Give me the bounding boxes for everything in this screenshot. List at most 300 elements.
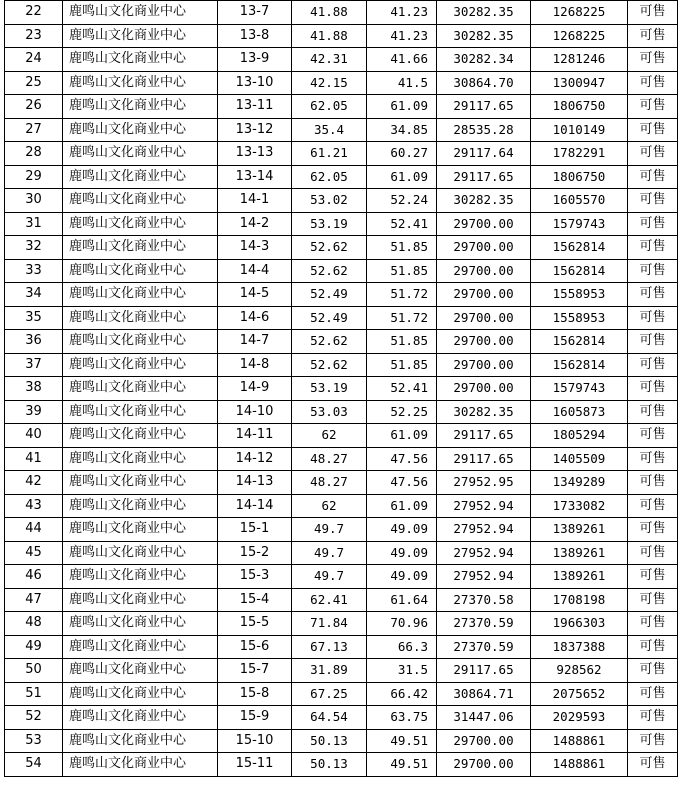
row-number-cell: 27 xyxy=(5,118,63,142)
total-price-cell: 1281246 xyxy=(531,48,628,72)
project-name-cell: 鹿鸣山文化商业中心 xyxy=(63,612,218,636)
project-name-cell: 鹿鸣山文化商业中心 xyxy=(63,165,218,189)
total-price-cell: 1837388 xyxy=(531,635,628,659)
building-area-cell: 50.13 xyxy=(292,753,367,777)
unit-number-cell: 14-13 xyxy=(218,471,292,495)
unit-price-cell: 29700.00 xyxy=(437,377,531,401)
inner-area-cell: 52.25 xyxy=(367,400,437,424)
table-row xyxy=(5,635,678,659)
status-cell: 可售 xyxy=(628,283,678,307)
row-number-cell: 54 xyxy=(5,753,63,777)
total-price-cell: 1782291 xyxy=(531,142,628,166)
total-price-cell: 1558953 xyxy=(531,306,628,330)
unit-price-cell: 27370.58 xyxy=(437,588,531,612)
inner-area-cell: 41.66 xyxy=(367,48,437,72)
project-name-cell: 鹿鸣山文化商业中心 xyxy=(63,447,218,471)
row-number-cell: 29 xyxy=(5,165,63,189)
total-price-cell: 1562814 xyxy=(531,353,628,377)
unit-price-cell: 29700.00 xyxy=(437,259,531,283)
project-name-cell: 鹿鸣山文化商业中心 xyxy=(63,95,218,119)
inner-area-cell: 41.5 xyxy=(367,71,437,95)
project-name-cell: 鹿鸣山文化商业中心 xyxy=(63,659,218,683)
building-area-cell: 64.54 xyxy=(292,706,367,730)
total-price-cell: 1708198 xyxy=(531,588,628,612)
status-cell: 可售 xyxy=(628,165,678,189)
status-cell: 可售 xyxy=(628,753,678,777)
table-row xyxy=(5,706,678,730)
project-name-cell: 鹿鸣山文化商业中心 xyxy=(63,259,218,283)
total-price-cell: 1562814 xyxy=(531,259,628,283)
project-name-cell: 鹿鸣山文化商业中心 xyxy=(63,189,218,213)
project-name-cell: 鹿鸣山文化商业中心 xyxy=(63,541,218,565)
unit-price-cell: 27370.59 xyxy=(437,635,531,659)
unit-number-cell: 15-5 xyxy=(218,612,292,636)
status-cell: 可售 xyxy=(628,353,678,377)
table-row xyxy=(5,565,678,589)
status-cell: 可售 xyxy=(628,729,678,753)
row-number-cell: 49 xyxy=(5,635,63,659)
inner-area-cell: 61.09 xyxy=(367,165,437,189)
building-area-cell: 42.31 xyxy=(292,48,367,72)
unit-number-cell: 14-14 xyxy=(218,494,292,518)
unit-price-cell: 27952.94 xyxy=(437,518,531,542)
table-row xyxy=(5,541,678,565)
inner-area-cell: 49.09 xyxy=(367,541,437,565)
status-cell: 可售 xyxy=(628,682,678,706)
building-area-cell: 52.62 xyxy=(292,330,367,354)
project-name-cell: 鹿鸣山文化商业中心 xyxy=(63,753,218,777)
project-name-cell: 鹿鸣山文化商业中心 xyxy=(63,236,218,260)
building-area-cell: 61.21 xyxy=(292,142,367,166)
status-cell: 可售 xyxy=(628,635,678,659)
building-area-cell: 41.88 xyxy=(292,24,367,48)
total-price-cell: 1300947 xyxy=(531,71,628,95)
table-row xyxy=(5,424,678,448)
row-number-cell: 28 xyxy=(5,142,63,166)
project-name-cell: 鹿鸣山文化商业中心 xyxy=(63,682,218,706)
table-row xyxy=(5,24,678,48)
unit-number-cell: 14-2 xyxy=(218,212,292,236)
row-number-cell: 33 xyxy=(5,259,63,283)
inner-area-cell: 41.23 xyxy=(367,24,437,48)
project-name-cell: 鹿鸣山文化商业中心 xyxy=(63,24,218,48)
unit-price-cell: 28535.28 xyxy=(437,118,531,142)
building-area-cell: 42.15 xyxy=(292,71,367,95)
table-row xyxy=(5,95,678,119)
inner-area-cell: 41.23 xyxy=(367,1,437,25)
table-body xyxy=(5,1,678,777)
project-name-cell: 鹿鸣山文化商业中心 xyxy=(63,729,218,753)
inner-area-cell: 51.72 xyxy=(367,283,437,307)
table-row xyxy=(5,729,678,753)
status-cell: 可售 xyxy=(628,95,678,119)
unit-number-cell: 14-8 xyxy=(218,353,292,377)
building-area-cell: 52.62 xyxy=(292,353,367,377)
project-name-cell: 鹿鸣山文化商业中心 xyxy=(63,635,218,659)
unit-price-cell: 29117.65 xyxy=(437,165,531,189)
total-price-cell: 1558953 xyxy=(531,283,628,307)
unit-number-cell: 13-8 xyxy=(218,24,292,48)
row-number-cell: 25 xyxy=(5,71,63,95)
unit-price-cell: 29700.00 xyxy=(437,283,531,307)
inner-area-cell: 70.96 xyxy=(367,612,437,636)
table-row xyxy=(5,659,678,683)
unit-number-cell: 15-8 xyxy=(218,682,292,706)
row-number-cell: 48 xyxy=(5,612,63,636)
total-price-cell: 1488861 xyxy=(531,729,628,753)
table-row xyxy=(5,588,678,612)
building-area-cell: 62.05 xyxy=(292,165,367,189)
table-row xyxy=(5,1,678,25)
project-name-cell: 鹿鸣山文化商业中心 xyxy=(63,1,218,25)
unit-price-cell: 27952.94 xyxy=(437,494,531,518)
table-row xyxy=(5,471,678,495)
page-edge xyxy=(0,783,681,787)
row-number-cell: 52 xyxy=(5,706,63,730)
unit-number-cell: 13-13 xyxy=(218,142,292,166)
project-name-cell: 鹿鸣山文化商业中心 xyxy=(63,471,218,495)
table-row xyxy=(5,518,678,542)
unit-number-cell: 15-4 xyxy=(218,588,292,612)
unit-price-cell: 29700.00 xyxy=(437,753,531,777)
total-price-cell: 1268225 xyxy=(531,1,628,25)
table-row xyxy=(5,353,678,377)
inner-area-cell: 66.3 xyxy=(367,635,437,659)
status-cell: 可售 xyxy=(628,541,678,565)
inner-area-cell: 61.64 xyxy=(367,588,437,612)
building-area-cell: 71.84 xyxy=(292,612,367,636)
inner-area-cell: 51.85 xyxy=(367,353,437,377)
table-row xyxy=(5,118,678,142)
unit-price-cell: 30864.70 xyxy=(437,71,531,95)
status-cell: 可售 xyxy=(628,377,678,401)
unit-price-cell: 27952.95 xyxy=(437,471,531,495)
table-row xyxy=(5,400,678,424)
status-cell: 可售 xyxy=(628,118,678,142)
building-area-cell: 49.7 xyxy=(292,518,367,542)
status-cell: 可售 xyxy=(628,424,678,448)
total-price-cell: 1806750 xyxy=(531,95,628,119)
building-area-cell: 41.88 xyxy=(292,1,367,25)
unit-price-cell: 30282.35 xyxy=(437,1,531,25)
table-row xyxy=(5,494,678,518)
project-name-cell: 鹿鸣山文化商业中心 xyxy=(63,353,218,377)
status-cell: 可售 xyxy=(628,659,678,683)
row-number-cell: 31 xyxy=(5,212,63,236)
building-area-cell: 50.13 xyxy=(292,729,367,753)
unit-price-cell: 27952.94 xyxy=(437,541,531,565)
status-cell: 可售 xyxy=(628,588,678,612)
unit-price-cell: 29117.65 xyxy=(437,659,531,683)
total-price-cell: 1605570 xyxy=(531,189,628,213)
building-area-cell: 62 xyxy=(292,494,367,518)
total-price-cell: 1488861 xyxy=(531,753,628,777)
status-cell: 可售 xyxy=(628,259,678,283)
table-row xyxy=(5,330,678,354)
table-row xyxy=(5,71,678,95)
row-number-cell: 39 xyxy=(5,400,63,424)
inner-area-cell: 49.51 xyxy=(367,753,437,777)
inner-area-cell: 51.85 xyxy=(367,330,437,354)
unit-number-cell: 13-10 xyxy=(218,71,292,95)
table-row xyxy=(5,283,678,307)
row-number-cell: 47 xyxy=(5,588,63,612)
building-area-cell: 52.62 xyxy=(292,259,367,283)
inner-area-cell: 47.56 xyxy=(367,471,437,495)
inner-area-cell: 31.5 xyxy=(367,659,437,683)
status-cell: 可售 xyxy=(628,1,678,25)
inner-area-cell: 47.56 xyxy=(367,447,437,471)
inner-area-cell: 51.85 xyxy=(367,236,437,260)
project-name-cell: 鹿鸣山文化商业中心 xyxy=(63,494,218,518)
project-name-cell: 鹿鸣山文化商业中心 xyxy=(63,142,218,166)
total-price-cell: 1389261 xyxy=(531,541,628,565)
unit-number-cell: 15-2 xyxy=(218,541,292,565)
status-cell: 可售 xyxy=(628,24,678,48)
row-number-cell: 24 xyxy=(5,48,63,72)
project-name-cell: 鹿鸣山文化商业中心 xyxy=(63,518,218,542)
status-cell: 可售 xyxy=(628,142,678,166)
total-price-cell: 1349289 xyxy=(531,471,628,495)
total-price-cell: 1562814 xyxy=(531,330,628,354)
unit-price-cell: 27370.59 xyxy=(437,612,531,636)
row-number-cell: 42 xyxy=(5,471,63,495)
table-row xyxy=(5,259,678,283)
project-name-cell: 鹿鸣山文化商业中心 xyxy=(63,377,218,401)
table-row xyxy=(5,142,678,166)
status-cell: 可售 xyxy=(628,612,678,636)
row-number-cell: 37 xyxy=(5,353,63,377)
status-cell: 可售 xyxy=(628,212,678,236)
inner-area-cell: 49.09 xyxy=(367,518,437,542)
building-area-cell: 67.25 xyxy=(292,682,367,706)
project-name-cell: 鹿鸣山文化商业中心 xyxy=(63,71,218,95)
building-area-cell: 52.62 xyxy=(292,236,367,260)
unit-number-cell: 13-9 xyxy=(218,48,292,72)
inner-area-cell: 51.72 xyxy=(367,306,437,330)
total-price-cell: 1805294 xyxy=(531,424,628,448)
total-price-cell: 2029593 xyxy=(531,706,628,730)
unit-price-cell: 29700.00 xyxy=(437,729,531,753)
unit-price-cell: 31447.06 xyxy=(437,706,531,730)
row-number-cell: 41 xyxy=(5,447,63,471)
status-cell: 可售 xyxy=(628,494,678,518)
row-number-cell: 35 xyxy=(5,306,63,330)
unit-number-cell: 14-12 xyxy=(218,447,292,471)
inner-area-cell: 61.09 xyxy=(367,95,437,119)
unit-number-cell: 14-6 xyxy=(218,306,292,330)
total-price-cell: 928562 xyxy=(531,659,628,683)
unit-number-cell: 14-7 xyxy=(218,330,292,354)
row-number-cell: 36 xyxy=(5,330,63,354)
project-name-cell: 鹿鸣山文化商业中心 xyxy=(63,400,218,424)
row-number-cell: 40 xyxy=(5,424,63,448)
unit-number-cell: 13-12 xyxy=(218,118,292,142)
building-area-cell: 48.27 xyxy=(292,471,367,495)
row-number-cell: 44 xyxy=(5,518,63,542)
unit-price-cell: 29700.00 xyxy=(437,236,531,260)
unit-number-cell: 14-9 xyxy=(218,377,292,401)
status-cell: 可售 xyxy=(628,400,678,424)
total-price-cell: 1389261 xyxy=(531,565,628,589)
inner-area-cell: 61.09 xyxy=(367,424,437,448)
project-name-cell: 鹿鸣山文化商业中心 xyxy=(63,424,218,448)
unit-number-cell: 14-4 xyxy=(218,259,292,283)
unit-price-cell: 30282.35 xyxy=(437,24,531,48)
row-number-cell: 50 xyxy=(5,659,63,683)
inner-area-cell: 49.09 xyxy=(367,565,437,589)
inner-area-cell: 61.09 xyxy=(367,494,437,518)
unit-number-cell: 13-11 xyxy=(218,95,292,119)
building-area-cell: 49.7 xyxy=(292,565,367,589)
project-name-cell: 鹿鸣山文化商业中心 xyxy=(63,565,218,589)
row-number-cell: 43 xyxy=(5,494,63,518)
project-name-cell: 鹿鸣山文化商业中心 xyxy=(63,212,218,236)
table-row xyxy=(5,212,678,236)
building-area-cell: 62.05 xyxy=(292,95,367,119)
unit-price-cell: 29117.65 xyxy=(437,447,531,471)
status-cell: 可售 xyxy=(628,189,678,213)
building-area-cell: 53.19 xyxy=(292,212,367,236)
status-cell: 可售 xyxy=(628,48,678,72)
inner-area-cell: 51.85 xyxy=(367,259,437,283)
unit-number-cell: 14-3 xyxy=(218,236,292,260)
unit-number-cell: 15-3 xyxy=(218,565,292,589)
unit-price-cell: 27952.94 xyxy=(437,565,531,589)
total-price-cell: 1733082 xyxy=(531,494,628,518)
unit-price-cell: 30282.35 xyxy=(437,400,531,424)
table-row xyxy=(5,236,678,260)
building-area-cell: 49.7 xyxy=(292,541,367,565)
unit-number-cell: 15-6 xyxy=(218,635,292,659)
project-name-cell: 鹿鸣山文化商业中心 xyxy=(63,48,218,72)
building-area-cell: 35.4 xyxy=(292,118,367,142)
total-price-cell: 1579743 xyxy=(531,212,628,236)
project-name-cell: 鹿鸣山文化商业中心 xyxy=(63,306,218,330)
row-number-cell: 34 xyxy=(5,283,63,307)
row-number-cell: 23 xyxy=(5,24,63,48)
building-area-cell: 53.03 xyxy=(292,400,367,424)
unit-price-cell: 30282.34 xyxy=(437,48,531,72)
unit-price-cell: 29117.65 xyxy=(437,424,531,448)
building-area-cell: 48.27 xyxy=(292,447,367,471)
unit-price-cell: 30864.71 xyxy=(437,682,531,706)
status-cell: 可售 xyxy=(628,518,678,542)
inner-area-cell: 34.85 xyxy=(367,118,437,142)
unit-number-cell: 15-9 xyxy=(218,706,292,730)
table-row xyxy=(5,612,678,636)
row-number-cell: 38 xyxy=(5,377,63,401)
total-price-cell: 1562814 xyxy=(531,236,628,260)
unit-number-cell: 14-10 xyxy=(218,400,292,424)
total-price-cell: 2075652 xyxy=(531,682,628,706)
inner-area-cell: 63.75 xyxy=(367,706,437,730)
building-area-cell: 52.49 xyxy=(292,306,367,330)
building-area-cell: 52.49 xyxy=(292,283,367,307)
total-price-cell: 1268225 xyxy=(531,24,628,48)
building-area-cell: 53.19 xyxy=(292,377,367,401)
status-cell: 可售 xyxy=(628,330,678,354)
building-area-cell: 67.13 xyxy=(292,635,367,659)
building-area-cell: 53.02 xyxy=(292,189,367,213)
unit-number-cell: 14-5 xyxy=(218,283,292,307)
total-price-cell: 1405509 xyxy=(531,447,628,471)
project-name-cell: 鹿鸣山文化商业中心 xyxy=(63,706,218,730)
project-name-cell: 鹿鸣山文化商业中心 xyxy=(63,283,218,307)
status-cell: 可售 xyxy=(628,706,678,730)
status-cell: 可售 xyxy=(628,71,678,95)
project-name-cell: 鹿鸣山文化商业中心 xyxy=(63,118,218,142)
row-number-cell: 32 xyxy=(5,236,63,260)
unit-price-cell: 29700.00 xyxy=(437,306,531,330)
inner-area-cell: 60.27 xyxy=(367,142,437,166)
unit-price-cell: 29117.64 xyxy=(437,142,531,166)
unit-number-cell: 15-1 xyxy=(218,518,292,542)
table-row xyxy=(5,306,678,330)
status-cell: 可售 xyxy=(628,471,678,495)
unit-number-cell: 14-1 xyxy=(218,189,292,213)
project-name-cell: 鹿鸣山文化商业中心 xyxy=(63,330,218,354)
table-row xyxy=(5,447,678,471)
row-number-cell: 45 xyxy=(5,541,63,565)
unit-number-cell: 15-10 xyxy=(218,729,292,753)
unit-price-cell: 30282.35 xyxy=(437,189,531,213)
table-row xyxy=(5,48,678,72)
row-number-cell: 53 xyxy=(5,729,63,753)
inner-area-cell: 49.51 xyxy=(367,729,437,753)
status-cell: 可售 xyxy=(628,447,678,471)
row-number-cell: 51 xyxy=(5,682,63,706)
total-price-cell: 1966303 xyxy=(531,612,628,636)
unit-number-cell: 15-11 xyxy=(218,753,292,777)
inner-area-cell: 66.42 xyxy=(367,682,437,706)
unit-number-cell: 13-14 xyxy=(218,165,292,189)
unit-price-cell: 29117.65 xyxy=(437,95,531,119)
status-cell: 可售 xyxy=(628,306,678,330)
table-row xyxy=(5,682,678,706)
sales-table xyxy=(4,0,678,777)
status-cell: 可售 xyxy=(628,236,678,260)
inner-area-cell: 52.41 xyxy=(367,212,437,236)
table-row xyxy=(5,753,678,777)
building-area-cell: 62 xyxy=(292,424,367,448)
total-price-cell: 1579743 xyxy=(531,377,628,401)
total-price-cell: 1806750 xyxy=(531,165,628,189)
row-number-cell: 46 xyxy=(5,565,63,589)
total-price-cell: 1010149 xyxy=(531,118,628,142)
unit-price-cell: 29700.00 xyxy=(437,353,531,377)
row-number-cell: 30 xyxy=(5,189,63,213)
total-price-cell: 1605873 xyxy=(531,400,628,424)
inner-area-cell: 52.41 xyxy=(367,377,437,401)
table-row xyxy=(5,189,678,213)
building-area-cell: 31.89 xyxy=(292,659,367,683)
status-cell: 可售 xyxy=(628,565,678,589)
inner-area-cell: 52.24 xyxy=(367,189,437,213)
unit-price-cell: 29700.00 xyxy=(437,330,531,354)
unit-price-cell: 29700.00 xyxy=(437,212,531,236)
building-area-cell: 62.41 xyxy=(292,588,367,612)
unit-number-cell: 15-7 xyxy=(218,659,292,683)
total-price-cell: 1389261 xyxy=(531,518,628,542)
table-row xyxy=(5,377,678,401)
unit-number-cell: 14-11 xyxy=(218,424,292,448)
row-number-cell: 26 xyxy=(5,95,63,119)
project-name-cell: 鹿鸣山文化商业中心 xyxy=(63,588,218,612)
table-row xyxy=(5,165,678,189)
row-number-cell: 22 xyxy=(5,1,63,25)
unit-number-cell: 13-7 xyxy=(218,1,292,25)
